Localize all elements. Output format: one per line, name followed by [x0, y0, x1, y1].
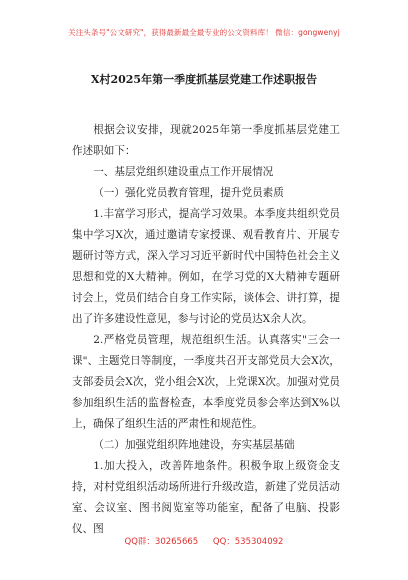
subsection-heading: （一）强化党员教育管理，提升党员素质: [93, 187, 284, 199]
body-paragraph: 2.严格党员管理，规范组织生活。认真落实"三会一课"、主题党日等制度，一季度共召开支部党员大会X次，支部委员会X次，党小组会X次，上党课X次。加强对党员参加组织生活的监督检查，本季度党员参会率达到X%以上，确保了组织生活的严肃性和规范性。: [72, 334, 340, 430]
footer-qq-group: QQ群：30265665: [124, 537, 199, 547]
document-body: [72, 120, 340, 540]
body-paragraph: 1.加大投入，改善阵地条件。积极争取上级资金支持，对村党组织活动场所进行升级改造，新建了党员活动室、会议室、图书阅览室等功能室，配备了电脑、投影仪、图: [72, 460, 340, 535]
footer-qq: QQ：535304092: [212, 537, 284, 547]
header-banner: 关注头条号"公文研究"，获得最新最全最专业的公文资料库！ 微信：gongwenyj: [68, 28, 340, 37]
intro-paragraph: 根据会议安排，现就2025年第一季度抓基层党建工作述职如下：: [72, 124, 340, 157]
body-paragraph: 1.丰富学习形式，提高学习效果。本季度共组织党员集中学习X次，通过邀请专家授课、观看教育片、开展专题研讨等方式，深入学习习近平新时代中国特色社会主义思想和党的X大精神。例如，在学习党的X大精神专题研讨会上，党员们结合自身工作实际，谈体会、讲打算，提出了许多建设性意见，参与讨论的党员达X余人次。: [72, 208, 340, 325]
document-title: X村2025年第一季度抓基层党建工作述职报告: [90, 73, 318, 86]
section-heading: 一、基层党组织建设重点工作开展情况: [93, 166, 274, 178]
footer-contact: [0, 535, 408, 547]
subsection-heading: （二）加强党组织阵地建设，夯实基层基础: [93, 439, 295, 451]
